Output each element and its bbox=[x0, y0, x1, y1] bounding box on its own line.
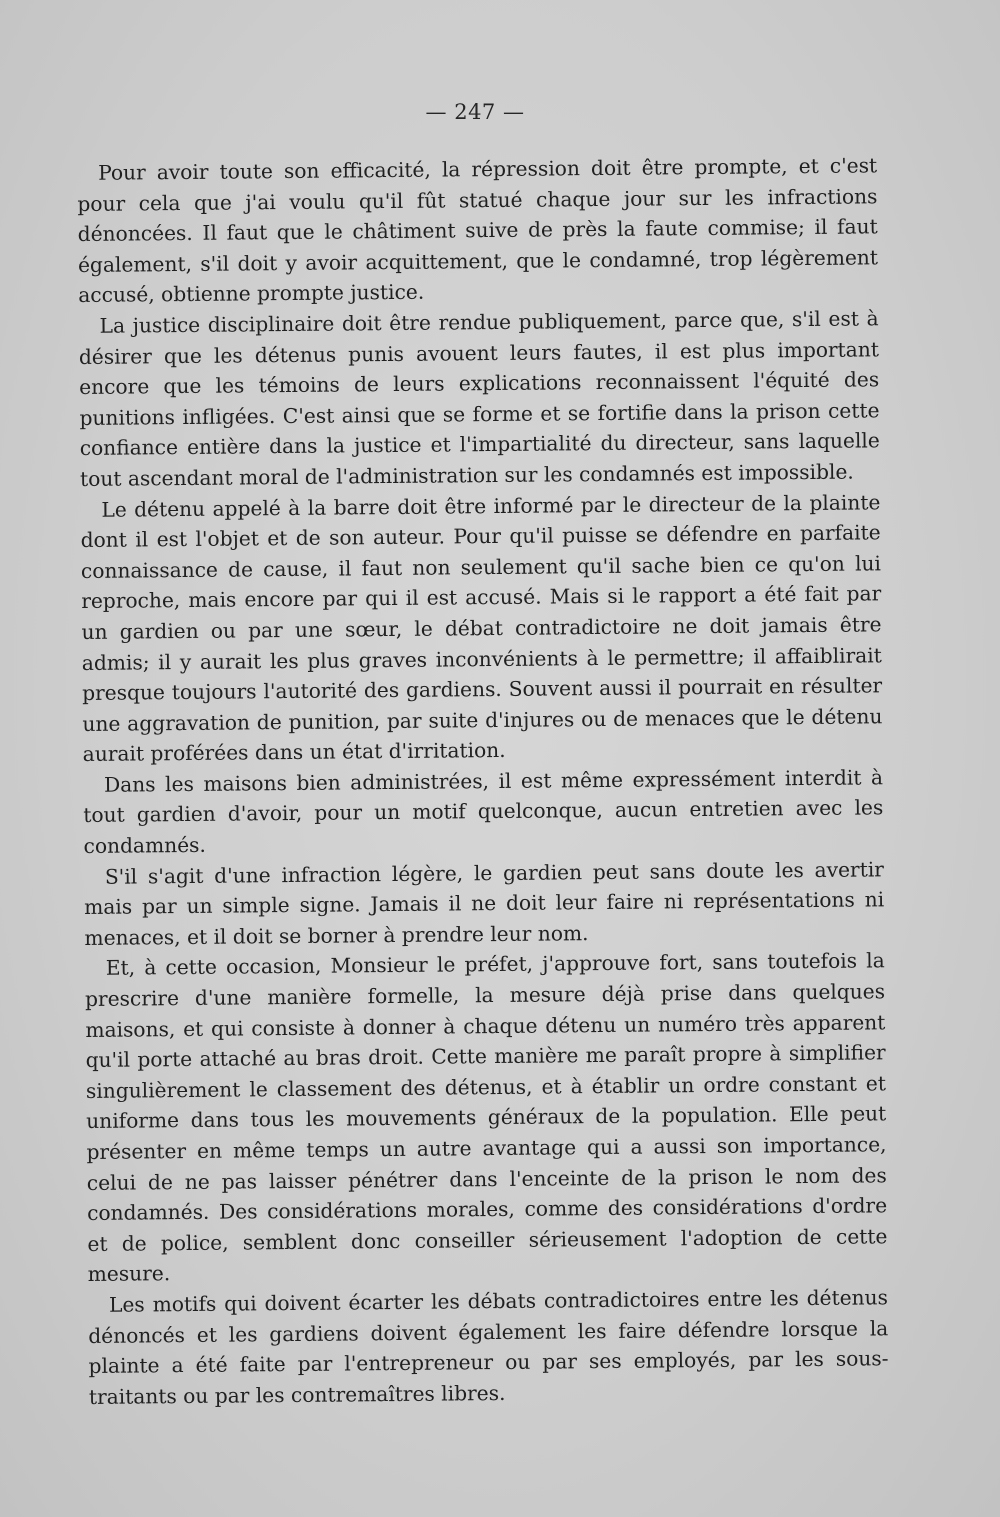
body-text bbox=[77, 150, 889, 1412]
paragraph: Dans les maisons bien administrées, il est même expressément interdit à tout gardien d'avoir, pour un motif quelconque, aucun entretien avec les condamnés. bbox=[83, 765, 884, 859]
paragraph: Et, à cette occasion, Monsieur le préfet, j'approuve fort, sans toutefois la prescrire d'une manière formelle, la mesure déjà prise dans quelques maisons, et qui consiste à donner à chaque détenu un numéro très apparent qu'il porte attaché au bras droit. Cette manière me paraît propre à simplifier singulièrement le classement des détenus, et à établir un ordre constant et uniforme dans tous les mouvements généraux de la population. Elle peut présenter en même temps un autre avantage qui a aussi son importance, celui de ne pas laisser pénétrer dans l'enceinte de la prison le nom des condamnés. Des considérations morales, comme des considérations d'ordre et de police, semblent donc conseiller sérieusement l'adoption de cette mesure. bbox=[84, 948, 888, 1287]
page-number: — 247 — bbox=[425, 100, 525, 124]
paragraph: Les motifs qui doivent écarter les débats contradictoires entre les détenus dénoncés et les gardiens doivent également les faire défendre lorsque la plainte a été faite par l'entrepreneur ou par ses employés, par les sous-traitants ou par les contremaîtres libres. bbox=[88, 1285, 889, 1409]
paragraph: Pour avoir toute son efficacité, la répression doit être prompte, et c'est pour cela que j'ai voulu qu'il fût statué chaque jour sur les infractions dénoncées. Il faut que le châtiment suive de près la faute commise; il faut également, s'il doit y avoir acquittement, que le condamné, trop légèrement accusé, obtienne prompte justice. bbox=[77, 153, 879, 308]
paragraph: Le détenu appelé à la barre doit être informé par le directeur de la plainte dont il est l'objet et de son auteur. Pour qu'il puisse se défendre en parfaite connaissance de cause, il faut non seulement qu'il sache bien ce qu'on lui reproche, mais encore par qui il est accusé. Mais si le rapport a été fait par un gardien ou par une sœur, le débat contradictoire ne doit jamais être admis; il y aurait les plus graves inconvénients à le permettre; il affaiblirait presque toujours l'autorité des gardiens. Souvent aussi il pourrait en résulter une aggravation de punition, par suite d'injures ou de menaces que le détenu aurait proférées dans un état d'irritation. bbox=[80, 489, 883, 767]
paragraph: S'il s'agit d'une infraction légère, le gardien peut sans doute les avertir mais par un simple signe. Jamais il ne doit leur faire ni représentations ni menaces, et il doit se borner à prendre leur nom. bbox=[84, 856, 885, 950]
paragraph: La justice disciplinaire doit être rendue publiquement, parce que, s'il est à désirer que les détenus punis avouent leurs fautes, il est plus important encore que les témoins de leurs explications reconnaissent l'équité des punitions infligées. C'est ainsi que se forme et se fortifie dans la prison cette confiance entière dans la justice et l'impartialité du directeur, sans laquelle tout ascendant moral de l'administration sur les condamnés est impossible. bbox=[78, 306, 880, 491]
